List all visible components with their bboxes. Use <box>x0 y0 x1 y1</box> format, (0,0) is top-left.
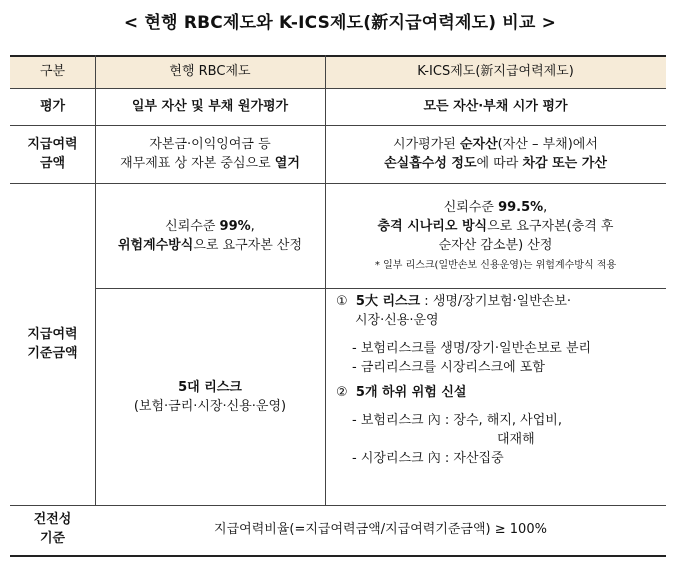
footnote: * 일부 리스크(일반손보 신용운영)는 위험계수방식 적용 <box>374 260 617 271</box>
kics-available-capital <box>325 125 666 183</box>
label-line: 지급여력 <box>27 327 78 342</box>
risk-list: (보험·금리·시장·신용·운영) <box>133 398 287 414</box>
text-line <box>118 236 302 255</box>
text-segment: 재무제표 상 자본 중심으로 <box>120 156 275 171</box>
text-line <box>444 198 548 217</box>
text-line <box>378 217 614 236</box>
list-item <box>336 292 571 311</box>
header-rbc: 현행 RBC제도 <box>169 64 251 79</box>
text-segment: 으로 요구자본(충격 후 <box>487 219 614 234</box>
emphasis-text: 5개 하위 위험 신설 <box>355 385 467 400</box>
rbc-available-capital <box>95 125 325 183</box>
list-item <box>336 383 466 402</box>
text-segment: 으로 요구자본 산정 <box>193 237 303 253</box>
list-item-continuation: 시장·신용·운영 <box>355 313 439 328</box>
emphasis-text: 열거 <box>274 156 300 171</box>
sub-item-continuation: 대재해 <box>497 432 535 447</box>
emphasis-text: 손실흡수성 정도 <box>384 156 477 171</box>
emphasis-text: 차감 또는 가산 <box>522 156 607 171</box>
label-line: 기준 <box>39 531 66 546</box>
rbc-risk-categories <box>95 288 325 505</box>
rbc-confidence-method <box>95 183 325 288</box>
text-segment: , <box>250 218 255 234</box>
text-segment: , <box>543 200 548 215</box>
risk-title: 5대 리스크 <box>178 379 242 395</box>
label-line: 건전성 <box>33 512 72 527</box>
text-segment: 신뢰수준 <box>443 200 499 215</box>
kics-evaluation: 모든 자산·부채 시가 평가 <box>423 99 568 114</box>
text-line: 순자산 감소분) 산정 <box>438 238 553 253</box>
page-title: < 현행 RBC제도와 K-ICS제도(新지급여력제도) 비교 > <box>123 13 557 33</box>
sub-item: - 금리리스크를 시장리스크에 포함 <box>352 360 545 375</box>
text-segment: 신뢰수준 <box>165 218 220 234</box>
item-number: ① <box>336 294 348 309</box>
kics-risk-categories <box>325 288 666 509</box>
label-required-capital <box>10 183 95 505</box>
kics-confidence-method <box>325 183 666 288</box>
label-available-capital <box>10 125 95 183</box>
emphasis-text: 99.5% <box>498 200 544 215</box>
sub-item: - 시장리스크 內 : 자산집중 <box>352 451 504 466</box>
label-line: 금액 <box>39 156 66 171</box>
header-kics: K-ICS제도(新지급여력제도) <box>417 64 574 79</box>
comparison-table <box>10 55 668 555</box>
label-evaluation: 평가 <box>39 99 66 114</box>
item-number: ② <box>336 385 348 400</box>
emphasis-text: 5大 리스크 <box>355 294 421 309</box>
emphasis-text: 위험계수방식 <box>117 237 194 253</box>
text-line <box>165 217 255 236</box>
emphasis-text: 99% <box>219 218 251 234</box>
text-line <box>120 154 300 173</box>
text-segment: 에 따라 <box>476 156 523 171</box>
text-line <box>393 135 598 154</box>
text-segment: 시가평가된 <box>393 137 460 152</box>
text-segment: (자산 – 부채)에서 <box>497 137 598 152</box>
label-soundness <box>10 505 95 553</box>
emphasis-text: 충격 시나리오 방식 <box>377 219 488 234</box>
emphasis-text: 순자산 <box>459 137 498 152</box>
text-segment: : 생명/장기보험·일반손보· <box>420 294 572 309</box>
solvency-ratio-criterion: 지급여력비율(=지급여력금액/지급여력기준금액) ≥ 100% <box>214 521 547 537</box>
rbc-evaluation: 일부 자산 및 부채 원가평가 <box>131 99 289 114</box>
sub-item: - 보험리스크를 생명/장기·일반손보로 분리 <box>352 341 592 356</box>
header-category: 구분 <box>39 64 66 79</box>
text-line <box>384 154 607 173</box>
label-line: 기준금액 <box>27 346 78 361</box>
label-line: 지급여력 <box>27 137 78 152</box>
sub-item: - 보험리스크 內 : 장수, 해지, 사업비, <box>352 413 562 428</box>
text-line: 자본금·이익잉여금 등 <box>149 137 271 152</box>
